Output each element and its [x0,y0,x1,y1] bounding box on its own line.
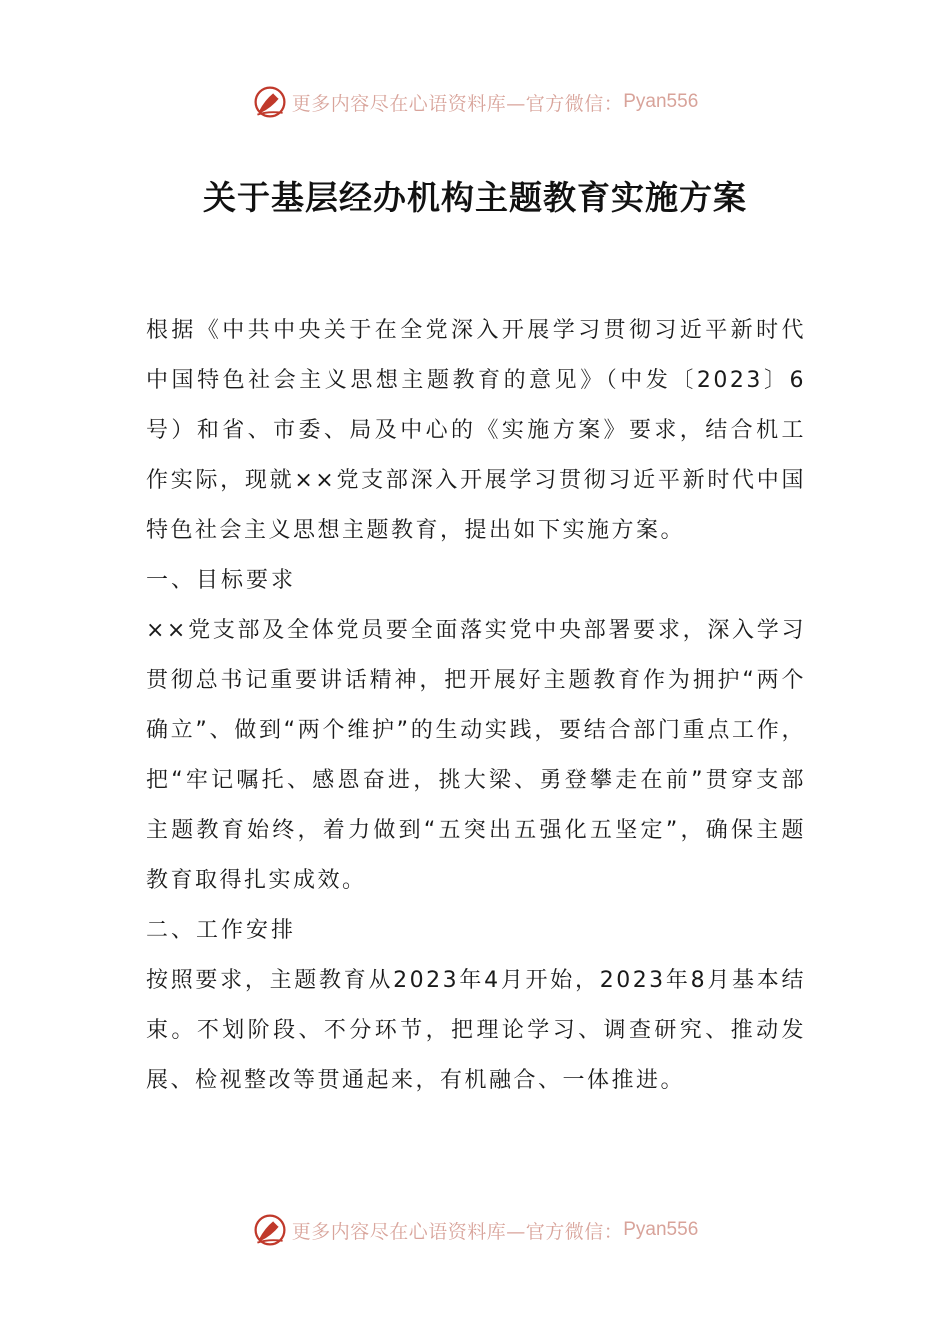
paragraph-intro: 根据《中共中央关于在全党深入开展学习贯彻习近平新时代中国特色社会主义思想主题教育的意见》（中发〔2023〕6号）和省、市委、局及中心的《实施方案》要求，结合机工作实际，现就××党支部深入开展学习贯彻习近平新时代中国特色社会主义思想主题教育，提出如下实施方案。 [146,318,806,543]
watermark-handle: Pyan556 [623,91,699,112]
document-title: 关于基层经办机构主题教育实施方案 [203,178,747,217]
pen-nib-logo-icon [252,1212,288,1248]
watermark-text: 更多内容尽在心语资料库—官方微信： [291,92,624,115]
document-body [146,306,806,1106]
header-watermark-banner [0,82,950,122]
section-heading-goals: 一、目标要求 [146,568,297,593]
watermark-handle: Pyan556 [623,1219,699,1240]
footer-watermark-banner [0,1210,950,1250]
watermark-text: 更多内容尽在心语资料库—官方微信： [291,1220,624,1243]
section-heading-schedule: 二、工作安排 [146,918,297,943]
paragraph-schedule: 按照要求，主题教育从2023年4月开始，2023年8月基本结束。不划阶段、不分环节，把理论学习、调查研究、推动发展、检视整改等贯通起来，有机融合、一体推进。 [146,968,806,1093]
paragraph-goals: ××党支部及全体党员要全面落实党中央部署要求，深入学习贯彻总书记重要讲话精神，把开展好主题教育作为拥护“两个确立”、做到“两个维护”的生动实践，要结合部门重点工作，把“牢记嘱托、感恩奋进，挑大梁、勇登攀走在前”贯穿支部主题教育始终，着力做到“五突出五强化五坚定”，确保主题教育取得扎实成效。 [146,618,806,893]
pen-nib-logo-icon [252,84,288,120]
